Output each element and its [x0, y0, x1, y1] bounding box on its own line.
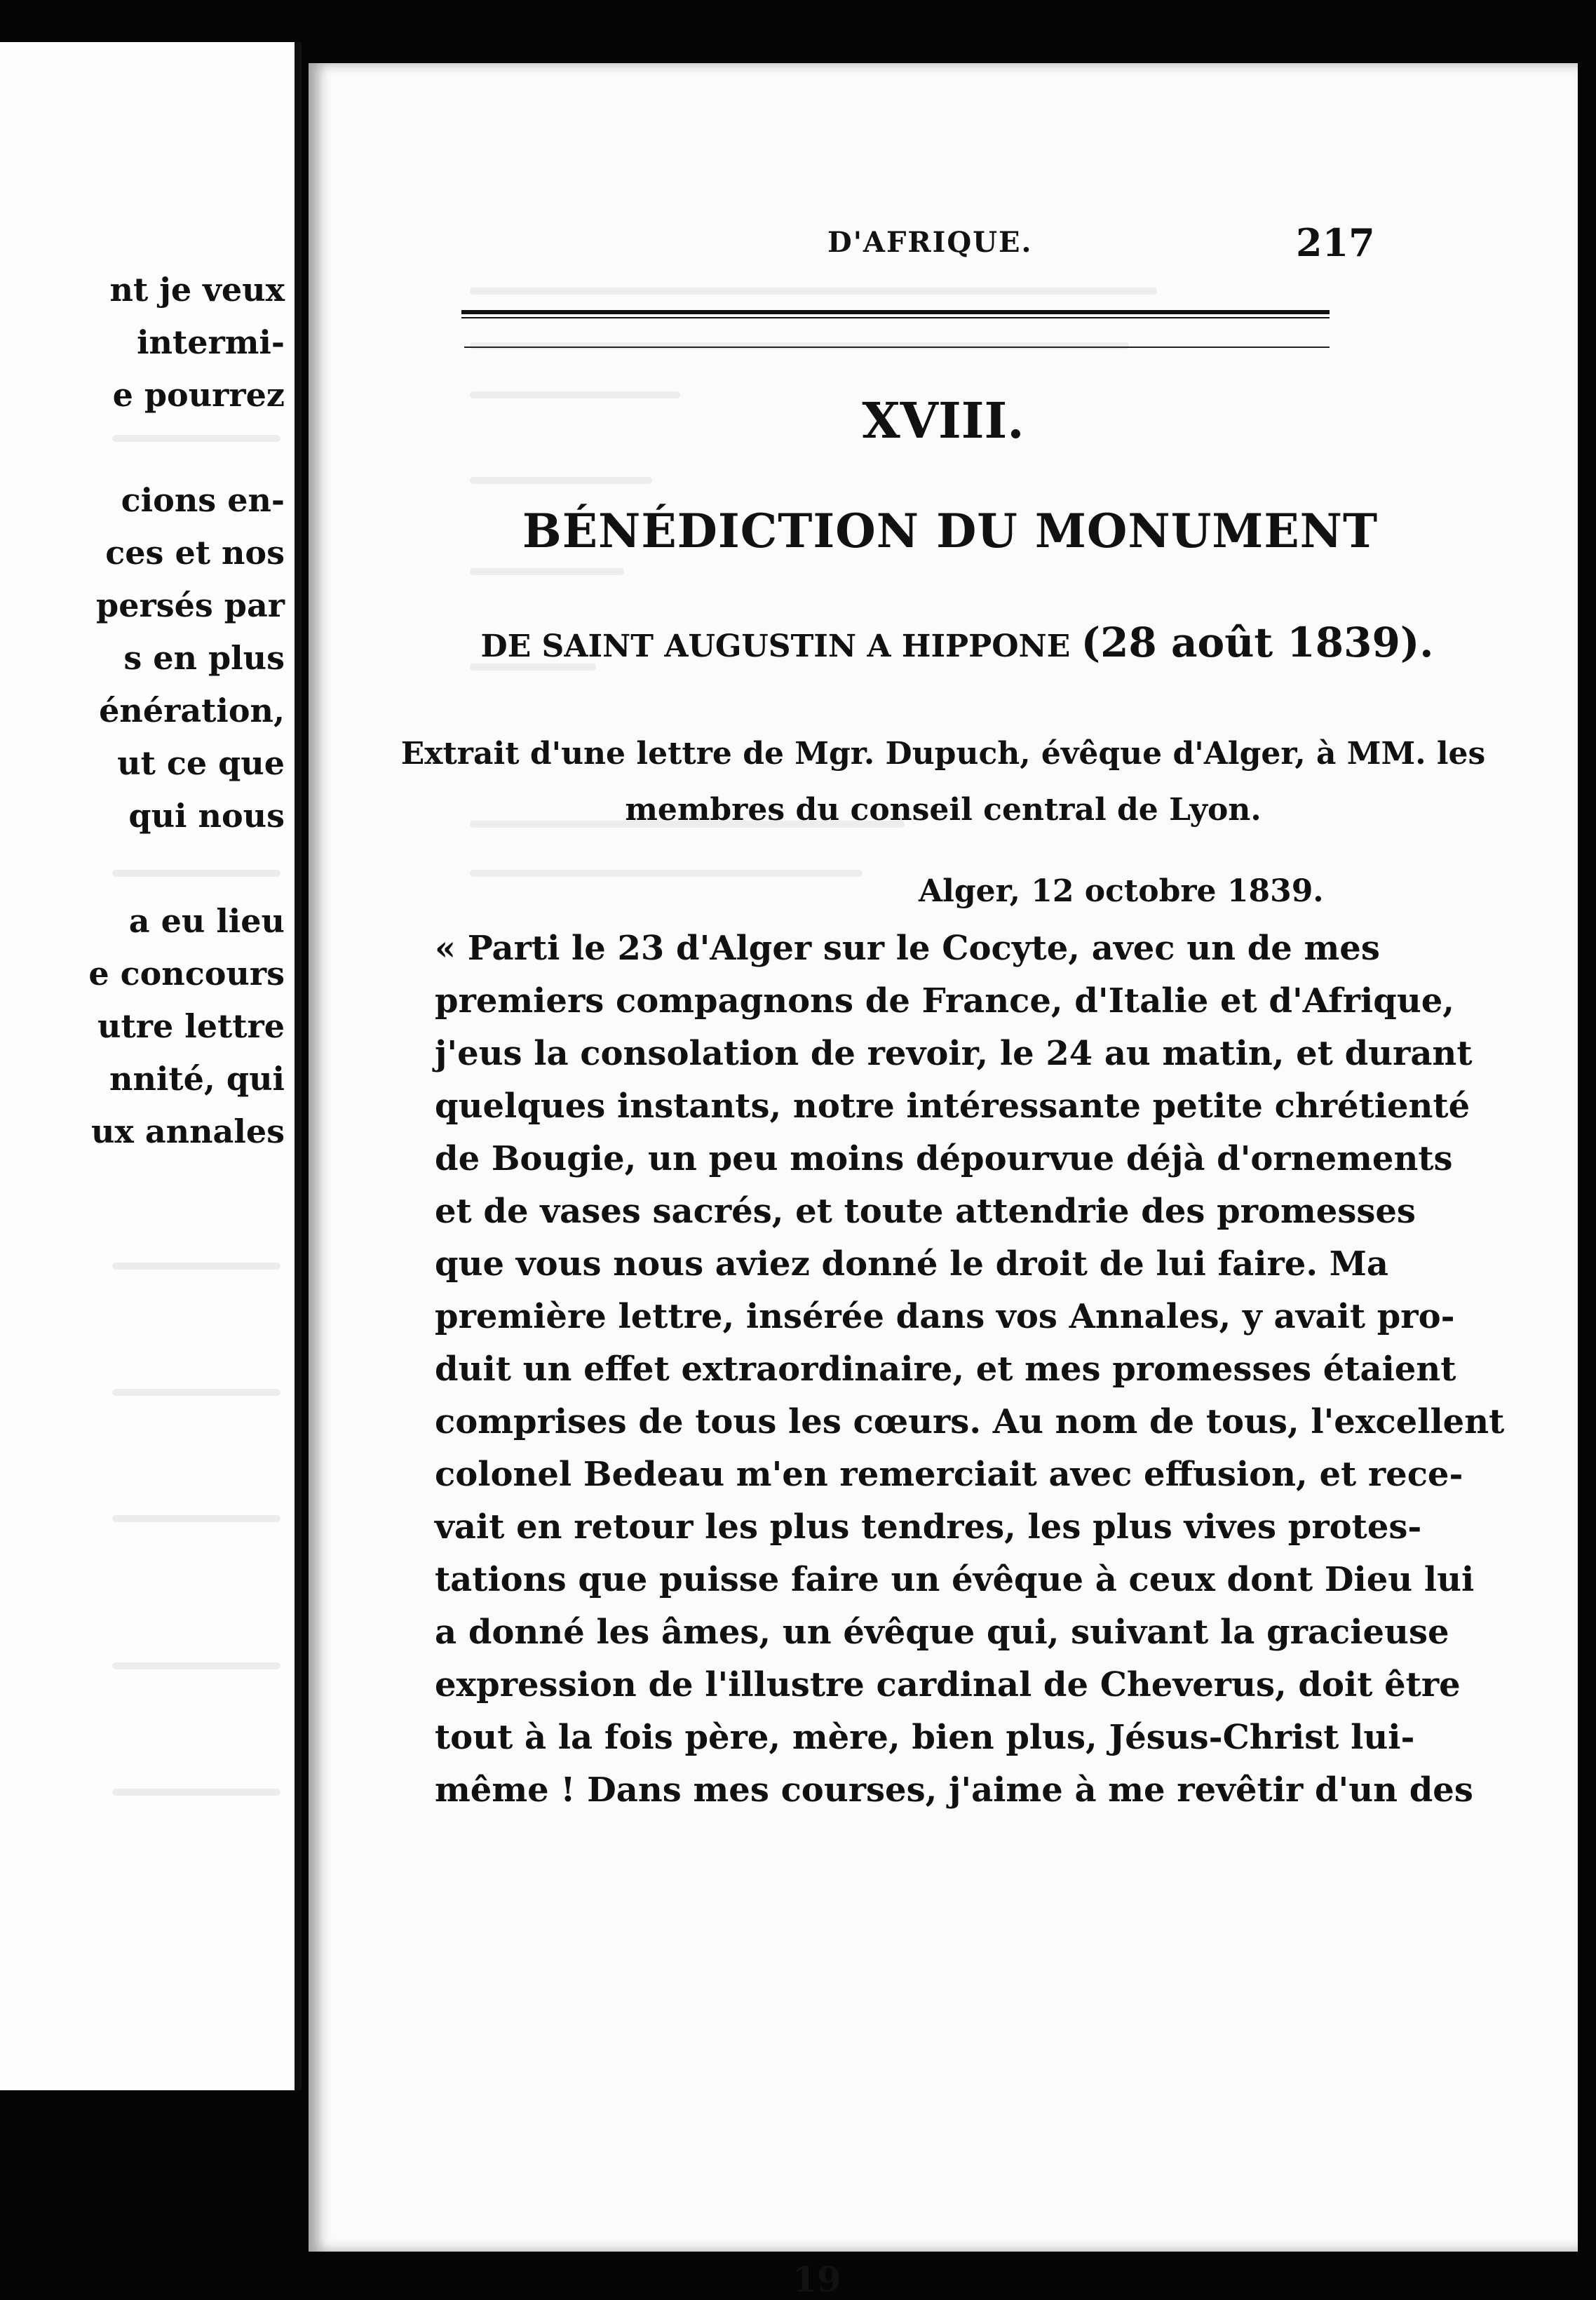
- body-line: quelques instants, notre intéressante petite chrétienté: [435, 1087, 1470, 1126]
- chapter-subtitle: [323, 619, 1592, 666]
- signature-mark: 19: [792, 2259, 841, 2300]
- body-line: tations que puisse faire un évêque à ceux dont Dieu lui: [435, 1560, 1475, 1599]
- body-line: première lettre, insérée dans vos Annales, y avait pro-: [435, 1297, 1455, 1336]
- left-page-line: ces et nos: [105, 534, 285, 572]
- body-line: comprises de tous les cœurs. Au nom de tous, l'excellent: [435, 1402, 1505, 1441]
- bleed-through-mark: [470, 477, 652, 484]
- left-page-line: qui nous: [128, 797, 285, 835]
- body-line: « Parti le 23 d'Alger sur le Cocyte, avec un de mes: [435, 929, 1380, 968]
- bleed-through-mark: [470, 568, 624, 575]
- bleed-through-mark: [112, 870, 280, 877]
- left-page-line: cions en-: [121, 481, 285, 519]
- bleed-through-mark: [112, 1263, 280, 1270]
- left-page-line: s en plus: [123, 639, 285, 677]
- bleed-through-mark: [112, 1662, 280, 1669]
- left-page-line: utre lettre: [97, 1007, 285, 1045]
- bleed-through-mark: [112, 1515, 280, 1522]
- extract-line: membres du conseil central de Lyon.: [625, 792, 1262, 828]
- body-line: colonel Bedeau m'en remerciait avec effusion, et rece-: [435, 1455, 1463, 1494]
- place-date: Alger, 12 octobre 1839.: [919, 873, 1324, 909]
- body-line: expression de l'illustre cardinal de Cheverus, doit être: [435, 1665, 1461, 1704]
- page-header: [309, 220, 1578, 275]
- left-page-line: énération,: [99, 692, 285, 729]
- bleed-through-mark: [112, 435, 280, 442]
- left-page-line: e pourrez: [112, 376, 285, 414]
- left-page-line: a eu lieu: [128, 902, 285, 940]
- subtitle-date: (28 août 1839).: [1081, 619, 1434, 666]
- left-page-line: nnité, qui: [109, 1060, 285, 1098]
- running-head: D'AFRIQUE.: [827, 226, 1033, 259]
- body-line: premiers compagnons de France, d'Italie et d'Afrique,: [435, 981, 1454, 1021]
- extract-line: Extrait d'une lettre de Mgr. Dupuch, évêque d'Alger, à MM. les: [400, 736, 1486, 772]
- left-page-line: intermi-: [137, 323, 285, 361]
- body-line: tout à la fois père, mère, bien plus, Jésus-Christ lui-: [435, 1718, 1415, 1757]
- left-page-line: ux annales: [90, 1112, 285, 1150]
- bleed-through-mark: [470, 870, 863, 877]
- body-line: et de vases sacrés, et toute attendrie des promesses: [435, 1192, 1416, 1231]
- left-page-line: nt je veux: [109, 271, 285, 309]
- bleed-through-mark: [470, 288, 1157, 295]
- body-line: que vous nous aviez donné le droit de lui faire. Ma: [435, 1244, 1388, 1284]
- chapter-number: XVIII.: [862, 391, 1024, 450]
- body-line: duit un effet extraordinaire, et mes promesses étaient: [435, 1350, 1456, 1389]
- body-line: vait en retour les plus tendres, les plus vives protes-: [435, 1507, 1422, 1547]
- body-line: même ! Dans mes courses, j'aime à me revêtir d'un des: [435, 1770, 1473, 1810]
- bleed-through-mark: [112, 1389, 280, 1396]
- body-line: j'eus la consolation de revoir, le 24 au matin, et durant: [435, 1034, 1473, 1073]
- left-facing-page: [0, 42, 302, 2090]
- header-rule-thin: [464, 347, 1330, 348]
- left-page-line: persés par: [96, 586, 285, 624]
- body-line: a donné les âmes, un évêque qui, suivant la gracieuse: [435, 1613, 1449, 1652]
- bleed-through-mark: [470, 342, 1129, 349]
- body-line: de Bougie, un peu moins dépourvue déjà d'ornements: [435, 1139, 1453, 1178]
- left-page-line: e concours: [88, 955, 285, 993]
- extract-heading: [309, 726, 1578, 838]
- chapter-title: BÉNÉDICTION DU MONUMENT: [522, 504, 1379, 558]
- header-rule: [461, 310, 1330, 318]
- left-page-line: ut ce que: [117, 744, 285, 782]
- page-number: 217: [1296, 220, 1375, 265]
- book-page: [309, 63, 1578, 2252]
- bleed-through-mark: [112, 1789, 280, 1796]
- subtitle-text: DE SAINT AUGUSTIN A HIPPONE: [480, 628, 1071, 664]
